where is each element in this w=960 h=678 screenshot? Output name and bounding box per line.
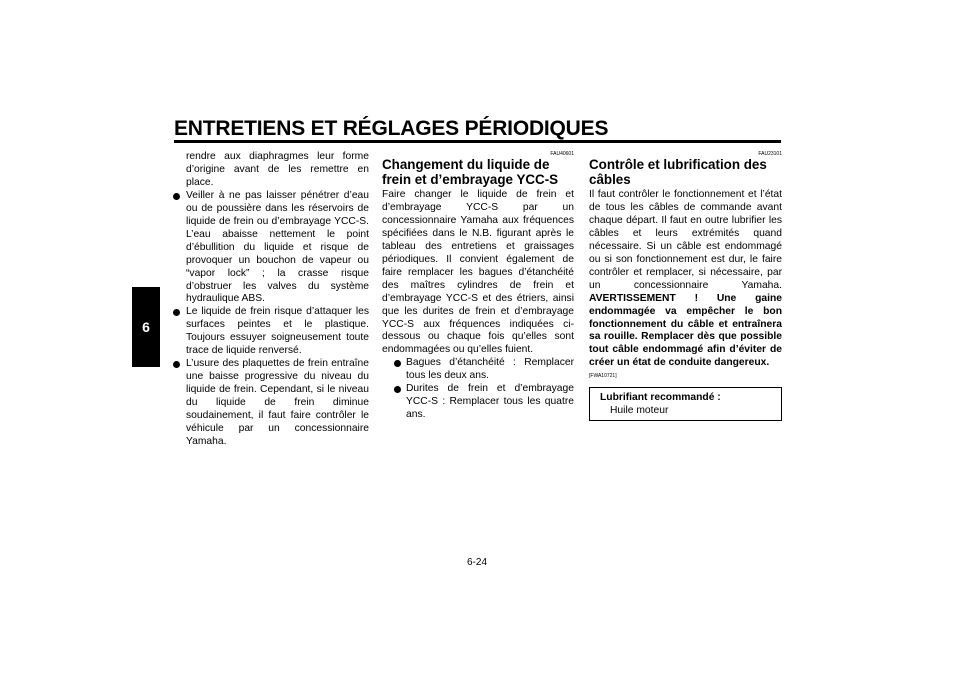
bullet-text: Le liquide de frein risque d’attaquer les surfaces peintes et le plastique. Toujours essuyer soigneusement toute trace de liquide renversé. — [186, 306, 369, 357]
title-rule — [174, 140, 781, 143]
list-item — [392, 357, 574, 383]
bullet-text: Durites de frein et d’embrayage YCC-S : Remplacer tous les quatre ans. — [406, 383, 574, 421]
section-code: FAU23101 — [758, 151, 782, 157]
section-body: Faire changer le liquide de frein et d’embrayage YCC-S par un concessionnaire Yamaha aux fréquences spécifiées dans le N.B. figurant après le tableau des entretiens et graissages périodiques. Il convient également de faire remplacer les bagues d’étanchéité des maîtres cylindres de frein et d’embrayage YCC-S et des étriers, ainsi que les durites de frein et d’embrayage YCC-S aux fréquences indiquées ci-dessous ou chaque fois qu’elles sont endommagées ou qu’elles fuient. — [382, 189, 574, 356]
bullet-text: Veiller à ne pas laisser pénétrer d’eau ou de poussière dans les réservoirs de liquide de frein ou d’embrayage YCC-S. L’eau abaisse nettement le point d’ébullition du liquide et risque de provoquer un bouchon de vapeur ou “vapor lock” ; la crasse risque d’obstruer les valves du système hydraulique ABS. — [186, 189, 369, 305]
bullet-icon — [173, 309, 180, 316]
list-item — [186, 190, 369, 307]
chapter-number: 6 — [142, 319, 150, 335]
column-1 — [186, 151, 369, 449]
col1-bullet-list — [186, 190, 369, 449]
col2-bullet-list — [392, 357, 574, 422]
list-item — [392, 383, 574, 422]
chapter-tab — [132, 287, 160, 367]
bullet-text: Bagues d’étanchéité : Remplacer tous les deux ans. — [406, 357, 574, 382]
list-item — [186, 306, 369, 358]
page-number: 6-24 — [467, 557, 488, 568]
section-code: FAU40601 — [550, 151, 574, 157]
lubricant-value: Huile moteur — [610, 404, 669, 416]
warning-text: AVERTISSEMENT ! Une gaine endommagée va empêcher le bon fonctionnement du câble et entraînera sa rouille. Remplacer dès que possible tout câble endommagé afin d’éviter de créer un état de conduite dangereux. — [589, 292, 782, 369]
bullet-text: L’usure des plaquettes de frein entraîne une baisse progressive du niveau du liquide de frein. Cependant, si le niveau du liquide de frein diminue soudainement, il faut faire contrôler le véhicule par un concessionnaire Yamaha. — [186, 358, 369, 447]
column-2 — [382, 151, 574, 422]
page-title: ENTRETIENS ET RÉGLAGES PÉRIODIQUES — [174, 117, 609, 140]
section-body — [589, 189, 782, 370]
bullet-icon — [173, 361, 180, 368]
section-heading: Contrôle et lubrification des câbles — [589, 157, 767, 187]
warning-code: [FWA10721] — [589, 373, 617, 380]
lubricant-label: Lubrifiant recommandé : — [600, 392, 721, 404]
bullet-icon — [173, 193, 180, 200]
list-item — [186, 358, 369, 449]
bullet-icon — [394, 360, 401, 367]
column-3 — [589, 151, 782, 421]
bullet-icon — [394, 386, 401, 393]
col1-intro: rendre aux diaphragmes leur forme d’origine avant de les remettre en place. — [186, 151, 369, 188]
lubricant-box — [589, 387, 782, 421]
section-heading: Changement du liquide de frein et d’embrayage YCC-S — [382, 157, 559, 187]
body-text: Il faut contrôler le fonctionnement et l’état de tous les câbles de commande avant chaque départ. Il faut en outre lubrifier les câbles et leurs extrémités quand nécessaire. Si un câble est endommagé ou si son fonctionnement est dur, le faire contrôler et remplacer, si nécessaire, par un concessionnaire Yamaha. — [589, 189, 782, 291]
